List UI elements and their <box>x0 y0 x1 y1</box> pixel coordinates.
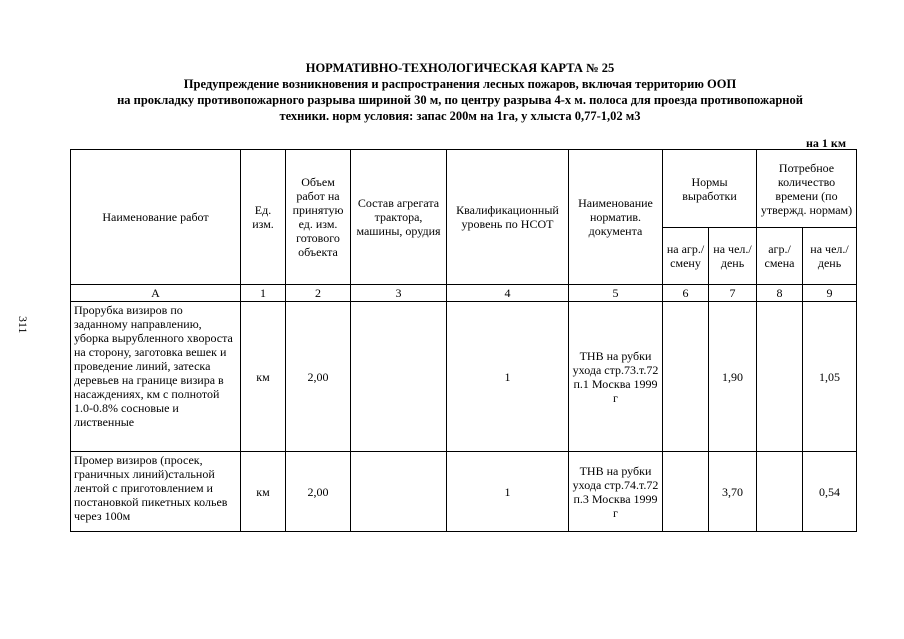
card-subtitle-line-2: на прокладку противопожарного разрыва шириной 30 м, по центру разрыва 4-х м. полоса для проезда противопожарной <box>117 93 803 107</box>
header-volume: Объем работ на принятую ед. изм. готового объекта <box>286 150 351 285</box>
qualification-cell: 1 <box>447 302 569 452</box>
header-unit-shift: агр./ смена <box>757 228 803 285</box>
table-header-row <box>71 150 857 228</box>
table-row <box>71 452 857 532</box>
card-title: НОРМАТИВНО-ТЕХНОЛОГИЧЕСКАЯ КАРТА № 25 <box>305 61 615 75</box>
header-per-person-day: на чел./ день <box>709 228 757 285</box>
norm-unit-shift-cell <box>663 302 709 452</box>
column-index: 1 <box>241 285 286 302</box>
unit-cell: км <box>241 302 286 452</box>
work-description: Прорубка визиров по заданному направлению, уборка вырубленного хвороста на сторону, заготовка вешек и проведение линий, затеска деревьев на границе визира в насаждениях, км с полнотой 1.0-0.8% сосновые и лиственные <box>71 302 241 452</box>
document-cell: ТНВ на рубки ухода стр.74.т.72 п.3 Москва 1999 г <box>569 452 663 532</box>
header-qualification: Квалификационный уровень по НСОТ <box>447 150 569 285</box>
document-header <box>60 60 860 124</box>
document-cell: ТНВ на рубки ухода стр.73.т.72 п.1 Москва 1999 г <box>569 302 663 452</box>
header-work-name: Наименование работ <box>71 150 241 285</box>
work-description: Промер визиров (просек, граничных линий)стальной лентой с приготовлением и постановкой пикетных кольев через 100м <box>71 452 241 532</box>
norm-person-day-cell: 1,90 <box>709 302 757 452</box>
column-index: 6 <box>663 285 709 302</box>
header-machinery: Состав агрегата трактора, машины, орудия <box>351 150 447 285</box>
column-index: 8 <box>757 285 803 302</box>
column-index: А <box>71 285 241 302</box>
norm-unit-shift-cell <box>663 452 709 532</box>
header-time-needed: Потребное количество времени (по утвержд. нормам) <box>757 150 857 228</box>
time-person-day-cell: 0,54 <box>803 452 857 532</box>
table-row <box>71 302 857 452</box>
qualification-cell: 1 <box>447 452 569 532</box>
column-index-row <box>71 285 857 302</box>
column-index: 4 <box>447 285 569 302</box>
unit-cell: км <box>241 452 286 532</box>
column-index: 7 <box>709 285 757 302</box>
norms-table <box>70 149 857 532</box>
column-index: 5 <box>569 285 663 302</box>
column-index: 2 <box>286 285 351 302</box>
time-person-day-cell: 1,05 <box>803 302 857 452</box>
page-number: 311 <box>16 316 30 334</box>
header-unit: Ед. изм. <box>241 150 286 285</box>
header-per-unit-shift: на агр./ смену <box>663 228 709 285</box>
time-unit-shift-cell <box>757 302 803 452</box>
card-subtitle-line-1: Предупреждение возникновения и распространения лесных пожаров, включая территорию ООП <box>183 77 737 91</box>
time-unit-shift-cell <box>757 452 803 532</box>
norm-person-day-cell: 3,70 <box>709 452 757 532</box>
header-person-day: на чел./ день <box>803 228 857 285</box>
card-subtitle-line-3: техники. норм условия: запас 200м на 1га, у хлыста 0,77-1,02 м3 <box>279 109 641 123</box>
machinery-cell <box>351 302 447 452</box>
unit-note: на 1 км <box>805 136 846 150</box>
machinery-cell <box>351 452 447 532</box>
volume-cell: 2,00 <box>286 452 351 532</box>
column-index: 9 <box>803 285 857 302</box>
volume-cell: 2,00 <box>286 302 351 452</box>
header-norms: Нормы выработки <box>663 150 757 228</box>
header-document: Наименование норматив. документа <box>569 150 663 285</box>
column-index: 3 <box>351 285 447 302</box>
